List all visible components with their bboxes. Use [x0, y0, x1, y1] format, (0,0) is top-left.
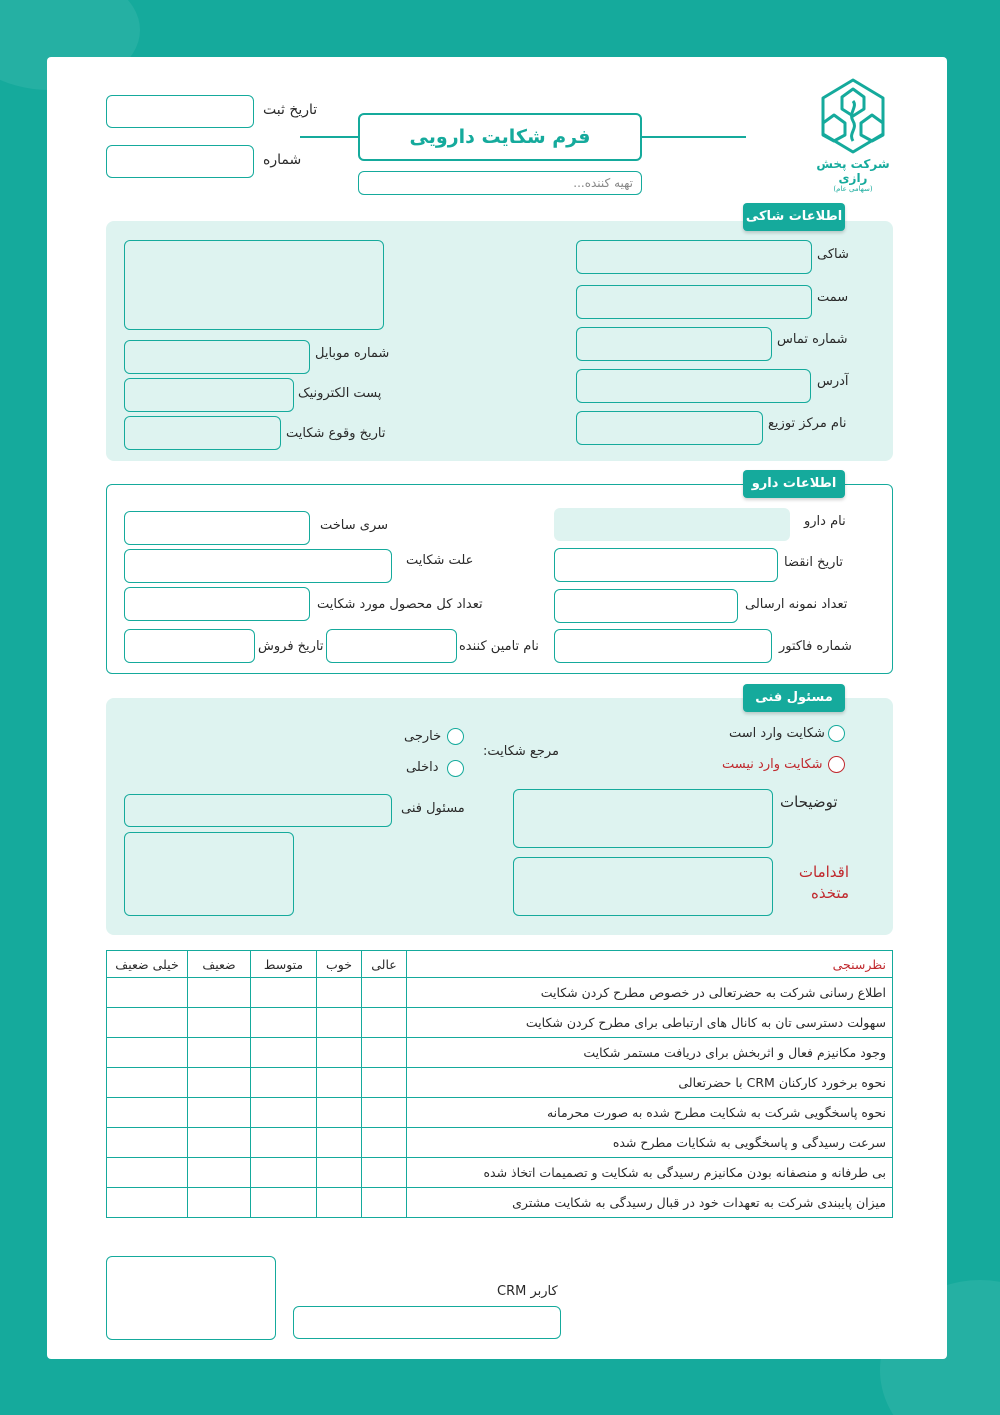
expiry-date-field[interactable] — [554, 548, 778, 582]
rating-cell[interactable] — [362, 1158, 407, 1188]
title-line-right — [642, 136, 746, 138]
rating-cell[interactable] — [188, 1128, 251, 1158]
description-field[interactable] — [513, 789, 773, 848]
rating-cell[interactable] — [188, 1098, 251, 1128]
rating-cell[interactable] — [251, 1158, 317, 1188]
prepared-by-input[interactable] — [358, 171, 642, 195]
valid-complaint-radio[interactable] — [828, 725, 845, 742]
rating-cell[interactable] — [251, 1008, 317, 1038]
actions-taken-line2: متخذه — [811, 884, 849, 902]
rating-cell[interactable] — [251, 978, 317, 1008]
table-row — [107, 1098, 893, 1128]
rating-cell[interactable] — [251, 1188, 317, 1218]
internal-radio[interactable] — [447, 760, 464, 777]
supplier-field[interactable] — [326, 629, 457, 663]
registration-date-field[interactable] — [106, 95, 254, 128]
signature-box[interactable] — [106, 1256, 276, 1340]
number-label: شماره — [263, 152, 302, 168]
survey-question: سهولت دسترسی تان به کانال های ارتباطی برای مطرح کردن شکایت — [407, 1008, 893, 1038]
complaint-date-field[interactable] — [124, 416, 281, 450]
position-label: سمت — [817, 290, 849, 305]
rating-header: متوسط — [251, 951, 317, 978]
rating-cell[interactable] — [362, 1128, 407, 1158]
rating-cell[interactable] — [107, 1098, 188, 1128]
position-field[interactable] — [576, 285, 812, 319]
technical-notes-box[interactable] — [124, 832, 294, 916]
batch-field[interactable] — [124, 511, 310, 545]
mobile-label: شماره موبایل — [315, 346, 390, 361]
address-label: آدرس — [817, 374, 849, 389]
survey-question: بی طرفانه و منصفانه بودن مکانیزم رسیدگی به شکایت و تصمیمات اتخاذ شده — [407, 1158, 893, 1188]
address-field[interactable] — [576, 369, 811, 403]
rating-cell[interactable] — [107, 1188, 188, 1218]
supplier-label: نام تامین کننده — [459, 639, 539, 654]
sale-date-field[interactable] — [124, 629, 255, 663]
batch-label: سری ساخت — [320, 518, 389, 533]
email-label: پست الکترونیک — [298, 386, 382, 401]
sample-count-field[interactable] — [554, 589, 738, 623]
rating-header: خیلی ضعیف — [107, 951, 188, 978]
form-sheet — [47, 57, 947, 1359]
company-logo — [805, 77, 901, 193]
survey-question: اطلاع رسانی شرکت به حضرتعالی در خصوص مطرح کردن شکایت — [407, 978, 893, 1008]
invalid-complaint-radio[interactable] — [828, 756, 845, 773]
actions-taken-field[interactable] — [513, 857, 773, 916]
rating-cell[interactable] — [317, 1188, 362, 1218]
complainant-label: شاکی — [817, 247, 849, 262]
form-title-box — [358, 113, 642, 161]
number-field[interactable] — [106, 145, 254, 178]
prepared-by-placeholder: تهیه کننده... — [573, 176, 633, 190]
rating-cell[interactable] — [188, 1158, 251, 1188]
complaint-date-label: تاریخ وقوع شکایت — [286, 426, 386, 441]
internal-label: داخلی — [406, 760, 439, 775]
rating-cell[interactable] — [107, 1128, 188, 1158]
survey-question: سرعت رسیدگی و پاسخگویی به شکایات مطرح شده — [407, 1128, 893, 1158]
rating-cell[interactable] — [317, 1008, 362, 1038]
rating-header: ضعیف — [188, 951, 251, 978]
survey-header: نظرسنجی — [407, 951, 893, 978]
rating-cell[interactable] — [317, 1128, 362, 1158]
company-sub: (سهامی عام) — [833, 185, 873, 193]
external-label: خارجی — [404, 729, 442, 744]
technical-manager-field[interactable] — [124, 794, 392, 827]
phone-field[interactable] — [576, 327, 772, 361]
rating-cell[interactable] — [362, 1038, 407, 1068]
rating-cell[interactable] — [362, 978, 407, 1008]
rating-cell[interactable] — [251, 1128, 317, 1158]
table-row — [107, 1188, 893, 1218]
table-row — [107, 1038, 893, 1068]
survey-question: نحوه پاسخگویی شرکت به شکایت مطرح شده به صورت محرمانه — [407, 1098, 893, 1128]
table-row — [107, 1068, 893, 1098]
rating-cell[interactable] — [317, 1158, 362, 1188]
title-line-left — [300, 136, 358, 138]
complainant-section-tag: اطلاعات شاکی — [743, 203, 845, 231]
sale-date-label: تاریخ فروش — [258, 639, 324, 654]
table-row — [107, 978, 893, 1008]
invoice-number-field[interactable] — [554, 629, 772, 663]
complaint-reason-label: علت شکایت — [406, 553, 474, 568]
rating-cell[interactable] — [251, 1098, 317, 1128]
mobile-field[interactable] — [124, 340, 310, 374]
valid-complaint-label: شکایت وارد است — [729, 726, 825, 741]
rating-cell[interactable] — [362, 1188, 407, 1218]
invalid-complaint-label: شکایت وارد نیست — [722, 757, 823, 772]
rating-header: خوب — [317, 951, 362, 978]
rating-cell[interactable] — [317, 1068, 362, 1098]
rating-cell[interactable] — [107, 1068, 188, 1098]
phone-label: شماره تماس — [777, 332, 848, 347]
total-count-label: تعداد کل محصول مورد شکایت — [317, 597, 483, 612]
technical-manager-label: مسئول فنی — [401, 801, 465, 816]
rating-cell[interactable] — [317, 1038, 362, 1068]
survey-table — [106, 950, 893, 1218]
drug-section-tag: اطلاعات دارو — [743, 470, 845, 498]
expiry-date-label: تاریخ انقضا — [784, 555, 844, 570]
drug-name-field[interactable] — [554, 508, 790, 541]
complaint-reason-field[interactable] — [124, 549, 392, 583]
rating-cell[interactable] — [107, 978, 188, 1008]
distribution-center-label: نام مرکز توزیع — [768, 416, 847, 431]
description-label: توضیحات — [780, 793, 838, 811]
rating-cell[interactable] — [188, 1038, 251, 1068]
form-title: فرم شکایت دارویی — [409, 126, 591, 148]
actions-taken-line1: اقدامات — [798, 863, 849, 881]
complainant-field[interactable] — [576, 240, 812, 274]
company-logo-icon — [810, 77, 896, 155]
survey-question: نحوه برخورد کارکنان CRM با حضرتعالی — [407, 1068, 893, 1098]
rating-cell[interactable] — [107, 1038, 188, 1068]
rating-cell[interactable] — [188, 1068, 251, 1098]
sample-count-label: تعداد نمونه ارسالی — [745, 597, 848, 612]
rating-cell[interactable] — [251, 1038, 317, 1068]
rating-cell[interactable] — [188, 1008, 251, 1038]
table-row — [107, 1008, 893, 1038]
rating-cell[interactable] — [362, 1098, 407, 1128]
drug-name-label: نام دارو — [804, 514, 846, 529]
email-field[interactable] — [124, 378, 294, 412]
survey-header-row — [107, 951, 893, 978]
external-radio[interactable] — [447, 728, 464, 745]
rating-cell[interactable] — [188, 1188, 251, 1218]
rating-header: عالی — [362, 951, 407, 978]
rating-cell[interactable] — [188, 978, 251, 1008]
crm-user-label: کاربر CRM — [497, 1284, 558, 1299]
complaint-reference-label: مرجع شکایت: — [483, 744, 560, 759]
rating-cell[interactable] — [107, 1008, 188, 1038]
rating-cell[interactable] — [107, 1158, 188, 1188]
table-row — [107, 1158, 893, 1188]
rating-cell[interactable] — [362, 1068, 407, 1098]
rating-cell[interactable] — [251, 1068, 317, 1098]
technical-section-tag: مسئول فنی — [743, 684, 845, 712]
table-row — [107, 1128, 893, 1158]
invoice-number-label: شماره فاکتور — [779, 639, 852, 654]
rating-cell[interactable] — [317, 1098, 362, 1128]
complainant-notes-box[interactable] — [124, 240, 384, 330]
rating-cell[interactable] — [317, 978, 362, 1008]
total-count-field[interactable] — [124, 587, 310, 621]
distribution-center-field[interactable] — [576, 411, 763, 445]
survey-question: میزان پایبندی شرکت به تعهدات خود در قبال رسیدگی به شکایت مشتری — [407, 1188, 893, 1218]
actions-taken-label — [789, 862, 849, 904]
rating-cell[interactable] — [362, 1008, 407, 1038]
registration-date-label: تاریخ ثبت — [263, 102, 318, 118]
survey-question: وجود مکانیزم فعال و اثربخش برای دریافت مستمر شکایت — [407, 1038, 893, 1068]
crm-user-field[interactable] — [293, 1306, 561, 1339]
company-name: شرکت پخش رازی — [816, 157, 890, 185]
